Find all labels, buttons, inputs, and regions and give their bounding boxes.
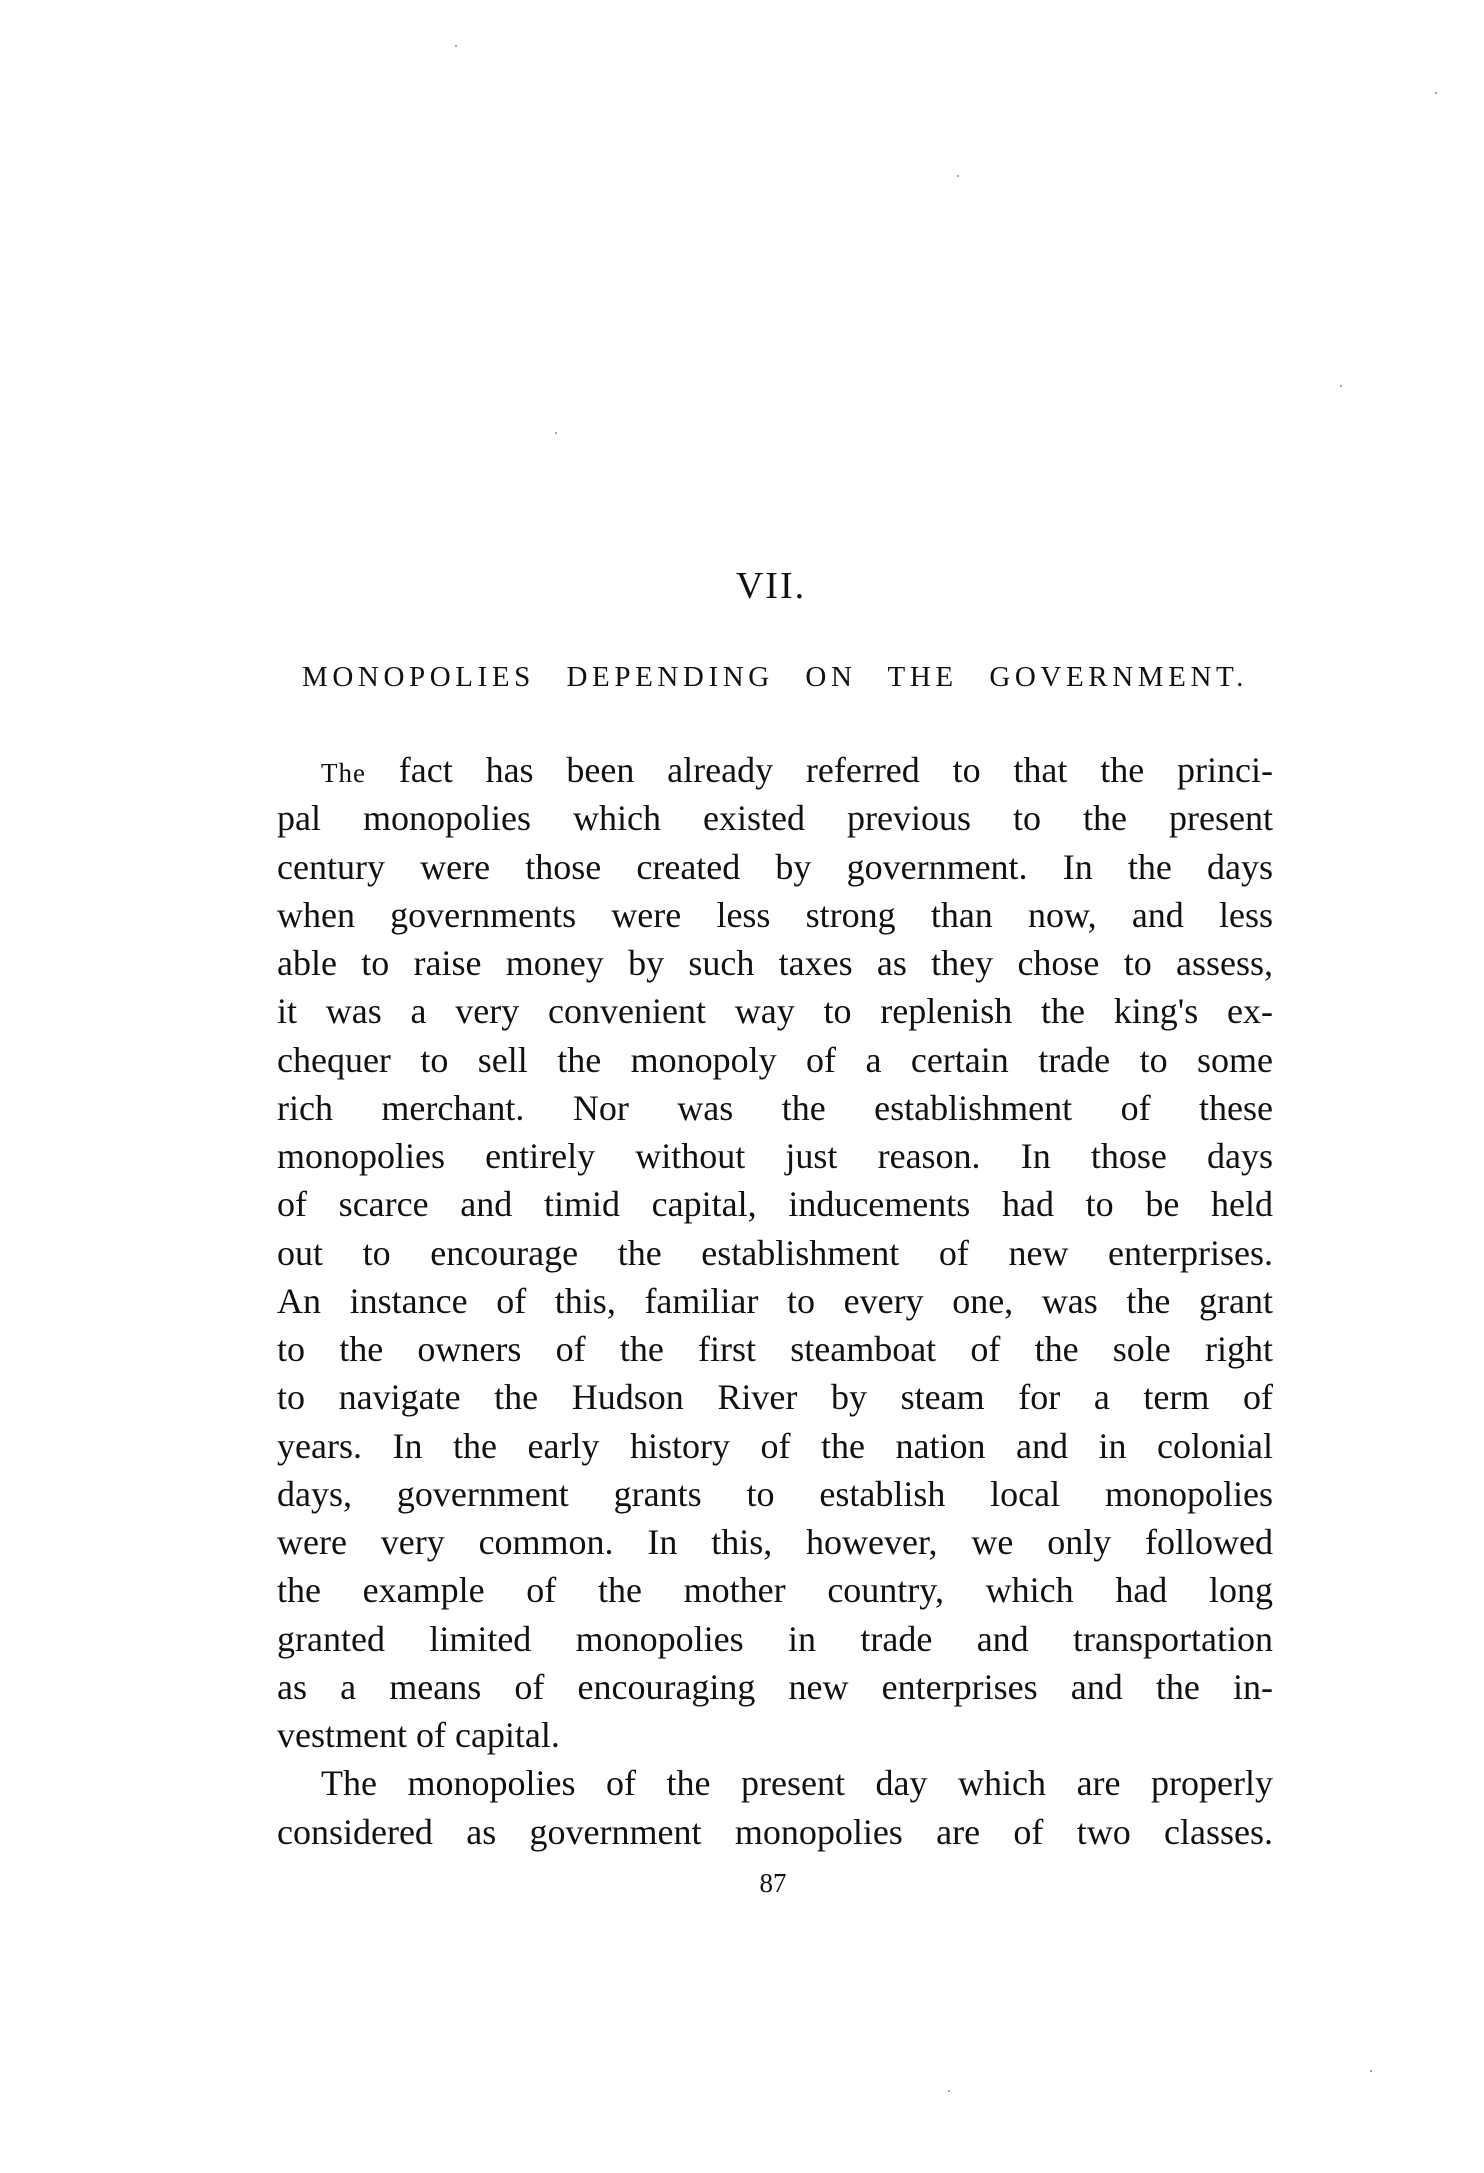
page-number: 87 — [759, 1868, 787, 1898]
text-line: years. In the early history of the nation and in colonial — [277, 1425, 1273, 1466]
lead-smallcaps: The — [321, 758, 366, 788]
scan-speck — [455, 45, 457, 47]
scan-speck — [1370, 2070, 1372, 2072]
text-line: The monopolies of the present day which are properly — [321, 1763, 1273, 1804]
text-line: The fact has been already referred to that the princi- — [321, 750, 1273, 790]
text-line: when governments were less strong than now, and less — [277, 894, 1273, 935]
text-line: rich merchant. Nor was the establishment of these — [277, 1087, 1273, 1128]
text-line: vestment of capital. — [277, 1715, 560, 1755]
text-line: century were those created by government. In the days — [277, 846, 1273, 887]
text-line: of scarce and timid capital, inducements had to be held — [277, 1184, 1273, 1225]
text-line: out to encourage the establishment of new enterprises. — [277, 1232, 1273, 1273]
text-line: granted limited monopolies in trade and transportation — [277, 1618, 1273, 1659]
scan-speck — [957, 175, 959, 177]
text-line: to navigate the Hudson River by steam for a term of — [277, 1377, 1273, 1418]
text-line: it was a very convenient way to replenish the king's ex- — [277, 991, 1273, 1032]
text-line: as a means of encouraging new enterprises and the in- — [277, 1666, 1273, 1707]
scan-speck — [948, 2090, 950, 2092]
text-line: were very common. In this, however, we only followed — [277, 1522, 1273, 1562]
chapter-title: MONOPOLIES DEPENDING ON THE GOVERNMENT. — [302, 661, 1248, 693]
scan-speck — [1340, 385, 1342, 387]
text-line: days, government grants to establish local monopolies — [277, 1473, 1273, 1514]
text-line: able to raise money by such taxes as they chose to assess, — [277, 943, 1273, 983]
text-line: to the owners of the first steamboat of the sole right — [277, 1329, 1273, 1369]
scan-speck — [1435, 92, 1437, 94]
body-text — [277, 746, 1273, 1856]
text-line: chequer to sell the monopoly of a certain trade to some — [277, 1039, 1273, 1080]
text-line: monopolies entirely without just reason. In those days — [277, 1136, 1273, 1176]
text-line: considered as government monopolies are of two classes. — [277, 1811, 1273, 1852]
text-line: the example of the mother country, which had long — [277, 1570, 1273, 1611]
chapter-number: VII. — [735, 565, 807, 607]
text-line: pal monopolies which existed previous to the present — [277, 798, 1273, 839]
scan-speck — [555, 432, 557, 434]
text-line: An instance of this, familiar to every one, was the grant — [277, 1280, 1273, 1321]
